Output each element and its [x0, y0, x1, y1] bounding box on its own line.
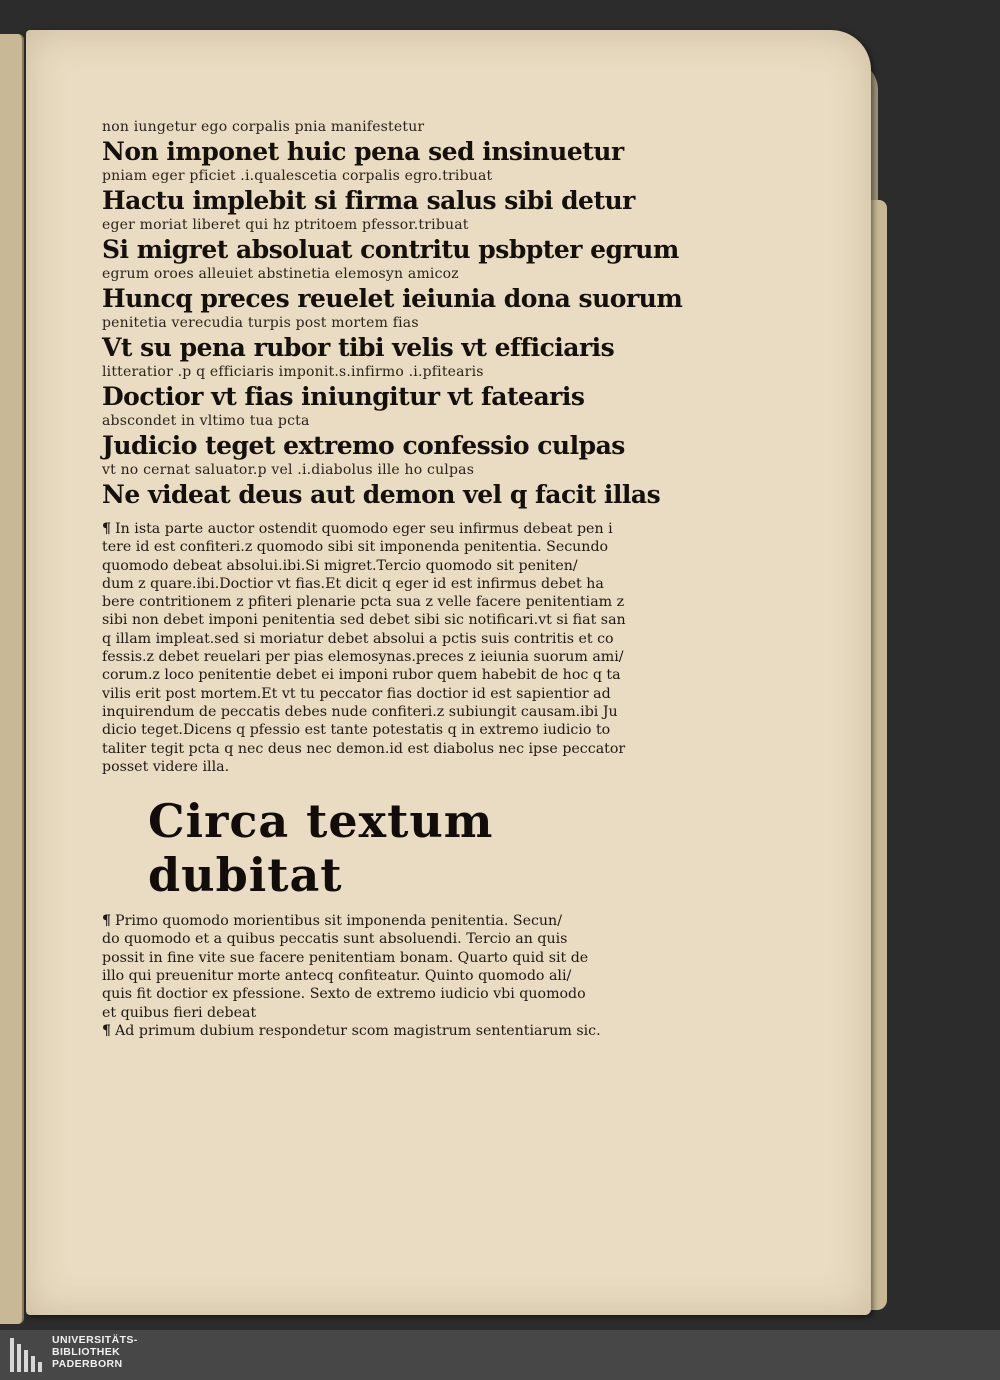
doubt-text: do quomodo et a quibus peccatis sunt absoluendi. Tercio an quis — [102, 931, 568, 948]
section-heading: Circa textum dubitat — [148, 794, 494, 903]
commentary-line — [102, 703, 662, 721]
commentary-text: inquirendum de peccatis debes nude confiteri.z subiungit causam.ibi Ju — [102, 703, 618, 720]
doubt-text: Primo quomodo morientibus sit imponenda penitentia. Secun/ — [115, 913, 562, 930]
commentary-line — [102, 557, 662, 575]
commentary-line — [102, 721, 662, 739]
commentary-text: vilis erit post mortem.Et vt tu peccator fias doctior id est sapientior ad — [102, 685, 611, 702]
verse-line: Non imponet huic pena sed insinuetur — [102, 137, 624, 166]
library-name-line3: PADERBORN — [52, 1358, 123, 1370]
verse-line: Ne videat deus aut demon vel q facit illas — [102, 480, 661, 509]
commentary-text: corum.z loco penitentie debet ei imponi rubor quem habebit de hoc q ta — [102, 667, 621, 684]
verse-block — [102, 118, 683, 510]
commentary-line — [102, 520, 662, 538]
commentary-line — [102, 630, 662, 648]
commentary-text: taliter tegit pcta q nec deus nec demon.id est diabolus nec ipse peccator — [102, 740, 626, 757]
verse-line: Doctior vt fias iniungitur vt fatearis — [102, 382, 585, 411]
pilcrow-icon: ¶ — [102, 913, 112, 930]
pilcrow-icon: ¶ — [102, 1022, 112, 1039]
commentary-line — [102, 538, 662, 556]
gloss-line: eger moriat liberet qui hz ptritoem pfessor.tribuat — [102, 217, 469, 233]
library-name — [52, 1334, 138, 1370]
commentary-line — [102, 758, 662, 776]
doubt-text: quis fit doctior ex pfessione. Sexto de extremo iudicio vbi quomodo — [102, 986, 586, 1003]
gloss-line: abscondet in vltimo tua pcta — [102, 413, 310, 429]
commentary-text: tere id est confiteri.z quomodo sibi sit imponenda penitentia. Secundo — [102, 539, 609, 556]
doubt-line — [102, 1022, 662, 1040]
gloss-line: pniam eger pficiet .i.qualescetia corpalis egro.tribuat — [102, 168, 493, 184]
doubt-text: illo qui preuenitur morte antecq confiteatur. Quinto quomodo ali/ — [102, 968, 572, 985]
doubt-line — [102, 1004, 662, 1022]
commentary-line — [102, 575, 662, 593]
library-logo-icon — [10, 1338, 44, 1372]
commentary-line — [102, 648, 662, 666]
verse-line: Vt su pena rubor tibi velis vt efficiaris — [102, 333, 615, 362]
commentary-line — [102, 740, 662, 758]
doubt-line — [102, 967, 662, 985]
gloss-line: vt no cernat saluator.p vel .i.diabolus ille ho culpas — [102, 462, 475, 478]
gloss-line: egrum oroes alleuiet abstinetia elemosyn amicoz — [102, 266, 459, 282]
commentary-text: bere contritionem z pfiteri plenarie pcta sua z velle facere penitentiam z — [102, 594, 625, 611]
commentary-text: quomodo debeat absolui.ibi.Si migret.Tercio quomodo sit peniten/ — [102, 557, 578, 574]
gloss-line: litteratior .p q efficiaris imponit.s.infirmo .i.pfitearis — [102, 364, 484, 380]
library-name-line1: UNIVERSITÄTS- — [52, 1334, 138, 1346]
doubt-text: possit in fine vite sue facere penitentiam bonam. Quarto quid sit de — [102, 949, 589, 966]
commentary-text: sibi non debet imponi penitentia sed debet sibi sic notificari.vt si fiat san — [102, 612, 626, 629]
doubt-line — [102, 930, 662, 948]
commentary-text: In ista parte auctor ostendit quomodo eger seu infirmus debeat pen i — [115, 521, 613, 537]
verse-line: Hactu implebit si firma salus sibi detur — [102, 186, 635, 215]
doubt-line — [102, 949, 662, 967]
commentary-line — [102, 685, 662, 703]
commentary-line — [102, 611, 662, 629]
commentary-line — [102, 593, 662, 611]
library-name-line2: BIBLIOTHEK — [52, 1346, 121, 1358]
page-text — [102, 118, 683, 1040]
commentary-text: posset videre illa. — [102, 758, 230, 775]
commentary-text: q illam impleat.sed si moriatur debet absolui a pctis suis contritis et co — [102, 630, 614, 647]
library-footer — [0, 1330, 1000, 1380]
facing-page-edge — [0, 34, 24, 1324]
commentary-text: dum z quare.ibi.Doctior vt fias.Et dicit q eger id est infirmus debet ha — [102, 575, 604, 592]
verse-line: Judicio teget extremo confessio culpas — [102, 431, 625, 460]
commentary-text: dicio teget.Dicens q pfessio est tante potestatis q in extremo iudicio to — [102, 722, 611, 739]
doubt-text: et quibus fieri debeat — [102, 1004, 257, 1021]
verse-line: Huncq preces reuelet ieiunia dona suorum — [102, 284, 683, 313]
doubt-text: Ad primum dubium respondetur scom magistrum sententiarum sic. — [115, 1022, 601, 1039]
commentary-block — [102, 520, 662, 776]
commentary-line — [102, 666, 662, 684]
verse-line: Si migret absoluat contritu psbpter egrum — [102, 235, 679, 264]
gloss-line: non iungetur ego corpalis pnia manifestetur — [102, 119, 425, 135]
gloss-line: penitetia verecudia turpis post mortem fias — [102, 315, 419, 331]
doubt-line — [102, 912, 662, 930]
commentary-text: fessis.z debet reuelari per pias elemosynas.preces z ieiunia suorum ami/ — [102, 649, 624, 666]
doubt-line — [102, 985, 662, 1003]
doubts-block — [102, 912, 662, 1040]
pilcrow-icon: ¶ — [102, 521, 112, 537]
